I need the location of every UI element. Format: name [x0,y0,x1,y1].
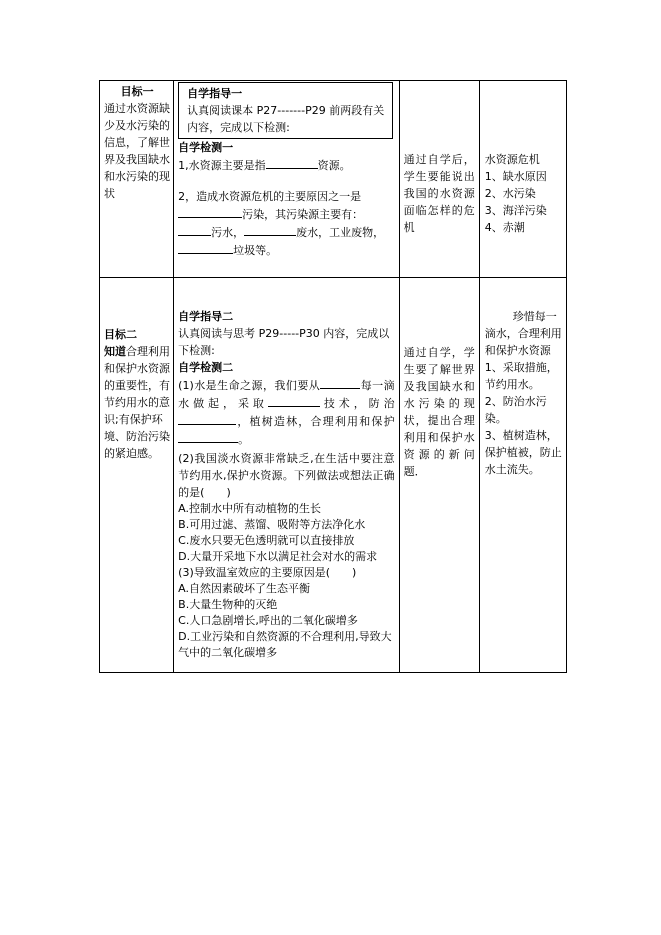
test-two-question-2: (2)我国淡水资源非常缺乏,在生活中要注意节约用水,保护水资源。下列做法或想法正确的是( ) [178,452,395,499]
test-one-question-2 [178,188,394,259]
answer-blank [178,241,233,254]
goal-two-title: 目标二 [104,328,137,341]
answer-blank [178,412,236,425]
lesson-plan-table [99,80,567,673]
summary-one-item: 2、水污染 [484,187,536,200]
question-text: ，植树造林，合理利用和保护 [236,415,395,428]
answer-blank [320,376,360,389]
question-3-option: C.人口急剧增长,呼出的二氧化碳增多 [178,614,358,627]
summary-two-cell [479,278,566,673]
requirement-two-text: 通过自学，学生要了解世界及我国缺水和水污染的现状，提出合理利用和保护水资源的新问题． [403,346,475,478]
question-text: 污水， [211,226,245,239]
guide-one-instruction: 认真阅读课本 P27-------P29 前两段有关内容，完成以下检测: [187,104,385,134]
goal-two-body: 合理利用和保护水资源的重要性，有节约用水的意识;有保护环境、防治污染的紧迫感。 [104,345,170,460]
table-row [100,278,567,673]
guide-two-title: 自学指导二 [178,310,234,323]
goal-one-cell [100,81,174,278]
summary-two-item: 1、采取措施，节约用水。 [484,361,558,391]
test-two-title: 自学检测二 [178,361,234,374]
test-one-title: 自学检测一 [178,141,234,154]
summary-two-item: 2、防治水污染。 [484,395,547,425]
guide-one-cell [174,81,399,278]
question-text: 技术，防治 [319,397,395,410]
question-2-option: C.废水只要无色透明就可以直接排放 [178,534,355,547]
question-3-option: B.大量生物种的灭绝 [178,598,278,611]
guide-two-instruction: 认真阅读与思考 P29-----P30 内容，完成以下检测: [178,327,390,357]
summary-one-item: 4、赤潮 [484,221,525,234]
answer-blank [244,223,296,236]
goal-two-cell [100,278,174,673]
test-two-question-3: (3)导致温室效应的主要原因是( ) [178,566,357,579]
answer-blank [178,223,211,236]
goal-one-title: 目标一 [120,85,154,98]
requirement-one-text: 通过自学后，学生要能说出我国的水资源面临怎样的危机 [403,153,475,234]
question-2-option: D.大量开采地下水以满足社会对水的需求 [178,550,378,563]
goal-two-text [104,343,170,462]
summary-two-title: 珍惜每一滴水，合理利用和保护水资源 [484,310,562,357]
requirement-one-cell [399,81,479,278]
guide-one-box [178,82,392,139]
question-text: 废水，工业废物， [296,226,385,239]
question-text: 垃圾等。 [233,244,278,257]
test-two-question-1 [178,376,394,448]
guide-two-cell [174,278,399,673]
summary-two-item: 3、植树造林，保护植被，防止水土流失。 [484,429,562,476]
question-2-option: A.控制水中所有动植物的生长 [178,502,321,515]
question-3-option: D.工业污染和自然资源的不合理利用,导致大气中的二氧化碳增多 [178,630,392,659]
summary-one-cell [479,81,566,278]
summary-one-title: 水资源危机 [484,153,540,166]
goal-one-text: 通过水资源缺少及水污染的信息，了解世界及我国缺水和水污染的现状 [104,102,170,200]
question-text: 资源。 [317,159,351,172]
test-one-question-1 [178,156,394,174]
summary-one-item: 3、海洋污染 [484,204,547,217]
question-text: 1,水资源主要是指 [178,159,266,172]
question-2-option: B.可用过滤、蒸馏、吸附等方法净化水 [178,518,366,531]
question-text: 2，造成水资源危机的主要原因之一是 [178,190,362,203]
question-3-option: A.自然因素破坏了生态平衡 [178,582,310,595]
guide-one-title: 自学指导一 [187,87,243,100]
summary-one-item: 1、缺水原因 [484,170,547,183]
question-text: 每一滴水做起，采取 [178,379,395,410]
question-text: 污染，其污染源主要有： [242,208,364,221]
question-text: 。 [238,433,250,446]
requirement-two-cell [399,278,479,673]
answer-blank [266,156,318,169]
answer-blank [268,394,320,407]
answer-blank [178,205,242,218]
question-text: (1)水是生命之源，我们要从 [178,379,321,392]
answer-blank [178,430,238,443]
goal-two-lead: 知道 [104,345,126,358]
table-row [100,81,567,278]
